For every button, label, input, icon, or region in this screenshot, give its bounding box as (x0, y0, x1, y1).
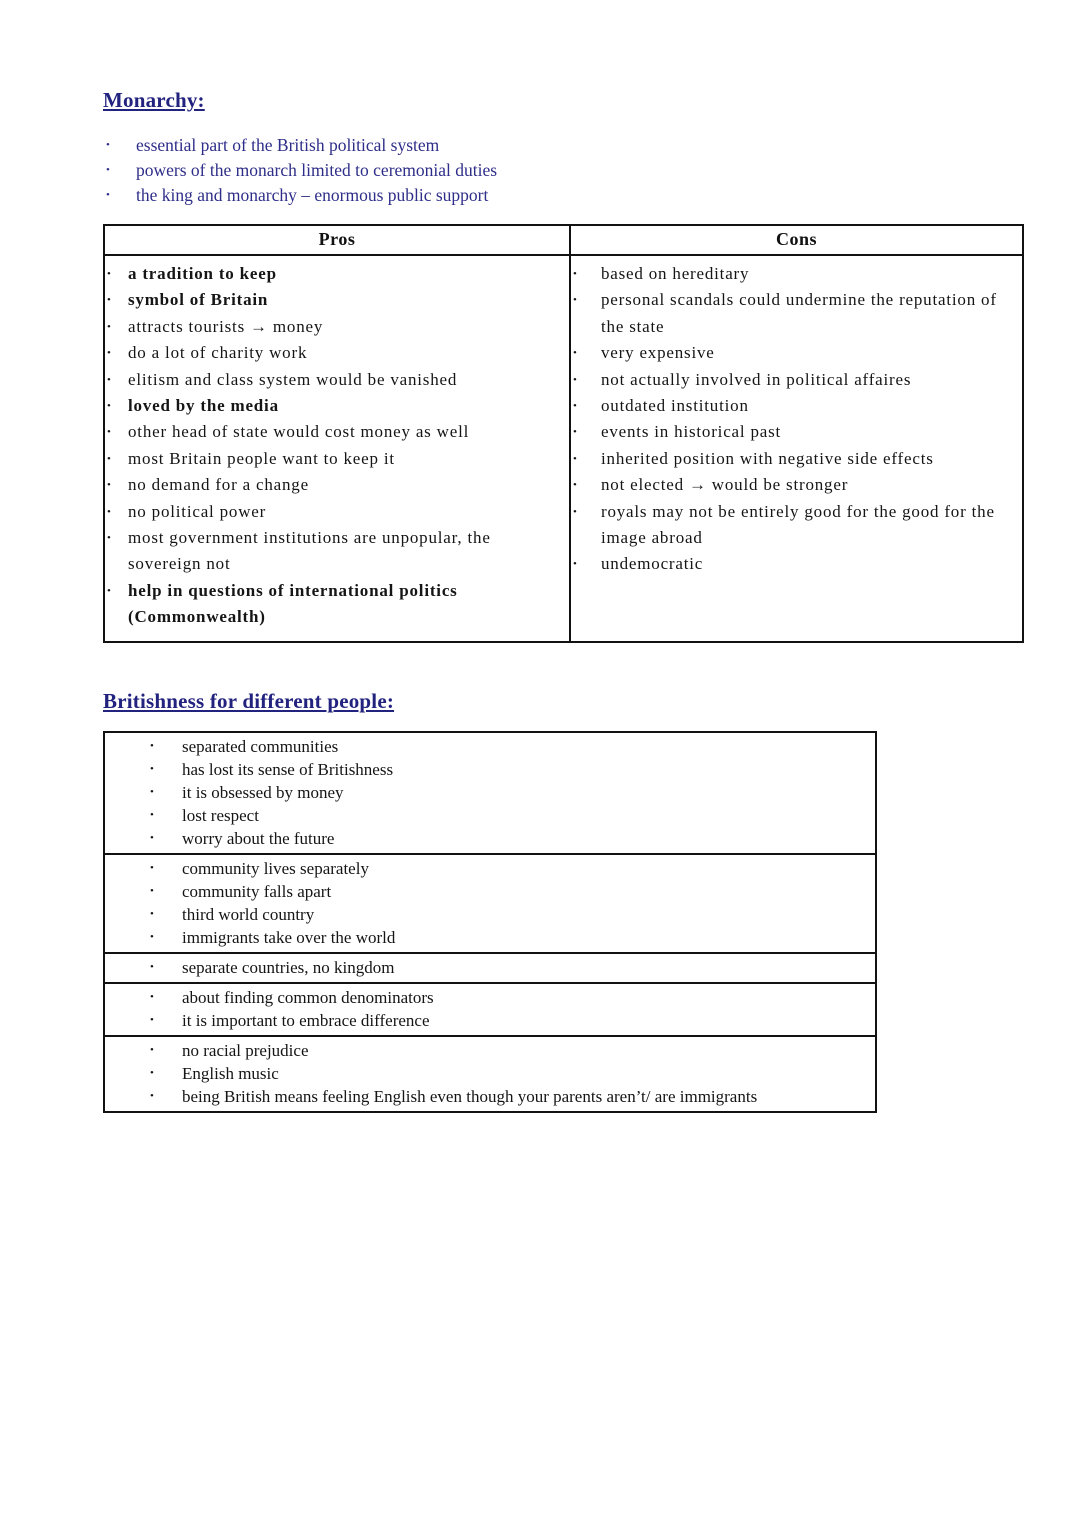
bullet-icon: • (573, 426, 578, 439)
bullet-item (571, 499, 1018, 552)
bullet-text: most Britain people want to keep it (128, 448, 395, 468)
bullet-text: do a lot of charity work (128, 343, 308, 363)
bullet-icon: • (150, 831, 154, 844)
bullet-item (147, 903, 869, 926)
bullet-icon: • (107, 400, 112, 413)
bullet-text: royals may not be entirely good for the good for the image abroad (601, 501, 995, 548)
bullet-icon: • (573, 347, 578, 360)
bullet-item (147, 827, 869, 850)
bullet-icon: • (107, 584, 112, 597)
bullet-item (103, 158, 1018, 183)
bullet-item (105, 261, 565, 287)
bullet-icon: • (107, 479, 112, 492)
bullet-item (105, 287, 565, 313)
bullet-icon: • (150, 960, 154, 973)
bullet-item (571, 393, 1018, 419)
bullet-icon: • (107, 320, 112, 333)
bullet-item (147, 735, 869, 758)
bullet-text: attracts tourists → money (128, 316, 324, 336)
bullet-icon: • (150, 990, 154, 1003)
pros-cons-header-row (104, 225, 1023, 255)
bullet-item (147, 880, 869, 903)
bullet-text: it is obsessed by money (182, 782, 344, 802)
bullet-text: lost respect (182, 805, 259, 825)
bullet-text: inherited position with negative side effects (601, 448, 934, 468)
table-row (105, 855, 875, 954)
bullet-icon: • (107, 452, 112, 465)
bullet-text: English music (182, 1063, 279, 1083)
bullet-item (571, 340, 1018, 366)
bullet-item (103, 183, 1018, 208)
section-heading-monarchy: Monarchy: (103, 88, 205, 112)
bullet-item (105, 525, 565, 578)
bullet-text: help in questions of international politics (Commonwealth) (128, 580, 458, 627)
bullet-icon: • (107, 373, 112, 386)
bullet-item (147, 986, 869, 1009)
britishness-table (103, 731, 877, 1113)
bullet-item (571, 261, 1018, 287)
bullet-icon: • (150, 861, 154, 874)
bullet-text: not elected → would be stronger (601, 475, 849, 495)
bullet-item (105, 472, 565, 498)
bullet-text: no political power (128, 501, 267, 521)
bullet-text: based on hereditary (601, 264, 750, 283)
table-row (105, 954, 875, 984)
bullet-item (147, 804, 869, 827)
bullet-text: other head of state would cost money as well (128, 422, 470, 442)
bullet-item (105, 367, 565, 393)
bullet-text: community lives separately (182, 858, 369, 878)
bullet-item (571, 472, 1018, 498)
cons-column-header: Cons (570, 225, 1023, 255)
bullet-text: the king and monarchy – enormous public support (136, 185, 489, 205)
bullet-icon: • (150, 884, 154, 897)
bullet-icon: • (107, 347, 112, 360)
bullet-icon: • (150, 1013, 154, 1026)
bullet-text: separate countries, no kingdom (182, 957, 395, 977)
bullet-item (103, 133, 1018, 158)
bullet-icon: • (573, 268, 578, 280)
bullet-item (571, 446, 1018, 472)
pros-column-header: Pros (104, 225, 570, 255)
bullet-icon: • (107, 426, 112, 439)
bullet-icon: • (573, 294, 578, 307)
bullet-icon: • (107, 505, 112, 518)
pros-cons-table (103, 224, 1024, 643)
bullet-text: has lost its sense of Britishness (182, 759, 394, 779)
bullet-text: events in historical past (601, 422, 782, 442)
cons-cell (570, 255, 1023, 642)
table-row (105, 733, 875, 855)
bullet-icon: • (106, 139, 110, 151)
bullet-text: worry about the future (182, 828, 335, 848)
bullet-icon: • (150, 785, 154, 798)
bullet-icon: • (107, 294, 112, 307)
bullet-icon: • (573, 505, 578, 518)
bullet-item (147, 926, 869, 949)
bullet-text: loved by the media (128, 396, 279, 416)
bullet-icon: • (107, 532, 112, 545)
bullet-icon: • (573, 479, 578, 492)
bullet-text: immigrants take over the world (182, 927, 396, 947)
bullet-icon: • (150, 907, 154, 920)
bullet-text: essential part of the British political system (136, 135, 440, 155)
bullet-text: a tradition to keep (128, 264, 277, 283)
bullet-item (105, 314, 565, 340)
bullet-icon: • (573, 400, 578, 413)
bullet-icon: • (573, 452, 578, 465)
bullet-text: no racial prejudice (182, 1040, 309, 1060)
bullet-icon: • (150, 1043, 154, 1056)
pros-cons-body-row (104, 255, 1023, 642)
bullet-item (147, 1009, 869, 1032)
bullet-item (147, 857, 869, 880)
bullet-item (147, 1062, 869, 1085)
bullet-text: symbol of Britain (128, 290, 269, 310)
bullet-text: elitism and class system would be vanished (128, 369, 458, 389)
bullet-text: undemocratic (601, 554, 704, 574)
bullet-icon: • (150, 930, 154, 943)
bullet-icon: • (150, 1089, 154, 1102)
bullet-item (147, 758, 869, 781)
bullet-item (571, 367, 1018, 393)
monarchy-bullet-list (103, 133, 1018, 208)
bullet-item (571, 287, 1018, 340)
bullet-text: separated communities (182, 736, 339, 756)
bullet-text: community falls apart (182, 881, 332, 901)
table-row (105, 984, 875, 1037)
bullet-text: not actually involved in political affaires (601, 369, 912, 389)
bullet-icon: • (150, 739, 154, 752)
bullet-text: about finding common denominators (182, 987, 434, 1007)
bullet-item (571, 551, 1018, 577)
bullet-text: third world country (182, 904, 315, 924)
bullet-text: most government institutions are unpopular, the sovereign not (128, 528, 491, 574)
bullet-text: powers of the monarch limited to ceremonial duties (136, 160, 498, 180)
bullet-text: very expensive (601, 343, 715, 363)
bullet-icon: • (107, 268, 112, 280)
bullet-icon: • (573, 373, 578, 386)
bullet-item (105, 578, 565, 631)
bullet-item (571, 419, 1018, 445)
bullet-item (105, 419, 565, 445)
bullet-text: no demand for a change (128, 475, 309, 495)
bullet-text: outdated institution (601, 396, 749, 416)
bullet-item (105, 393, 565, 419)
bullet-icon: • (150, 808, 154, 821)
bullet-item (147, 781, 869, 804)
bullet-text: being British means feeling English even though your parents aren’t/ are immigrants (182, 1086, 758, 1106)
bullet-text: personal scandals could undermine the reputation of the state (601, 290, 997, 336)
bullet-icon: • (150, 1066, 154, 1079)
bullet-icon: • (150, 762, 154, 775)
bullet-item (147, 1039, 869, 1062)
section-heading-britishness: Britishness for different people: (103, 688, 395, 713)
table-row (105, 1037, 875, 1111)
bullet-item (105, 446, 565, 472)
bullet-text: it is important to embrace difference (182, 1010, 430, 1030)
bullet-item (105, 499, 565, 525)
bullet-item (147, 1085, 869, 1108)
bullet-item (147, 956, 869, 979)
bullet-item (105, 340, 565, 366)
bullet-icon: • (573, 558, 578, 571)
pros-cell (104, 255, 570, 642)
bullet-icon: • (106, 164, 110, 176)
bullet-icon: • (106, 189, 110, 201)
